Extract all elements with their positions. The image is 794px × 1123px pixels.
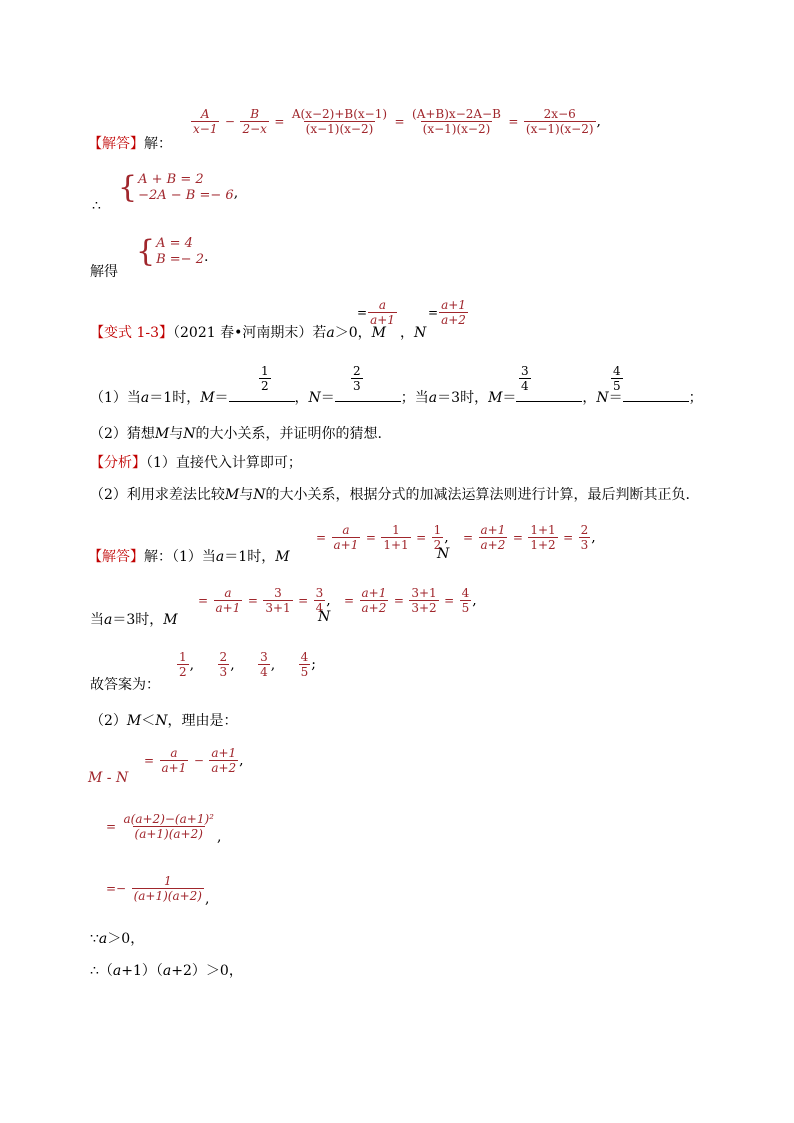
blank-2[interactable] xyxy=(335,387,401,402)
therefore-symbol: ∴ xyxy=(92,198,101,214)
answer-heading: 【解答】 xyxy=(88,136,144,152)
var-a: a xyxy=(326,325,335,341)
comma: , xyxy=(596,113,601,130)
answer-summary-values: $\frac{1}{2}$ , $\frac{2}{3}$ , $\frac{3}{4}$ , $\frac{4}{5}$ ; xyxy=(179,650,316,679)
because-line: ∵a＞0， xyxy=(90,931,145,947)
jie-text: 解： xyxy=(144,136,172,152)
fraction-combined-2: $\frac{(A+B)x-2A-B}{(x-1)(x-2)}$ xyxy=(412,107,501,136)
analysis-label: 【分析】 xyxy=(90,455,146,471)
m-definition: = $\frac{a}{a+1}$ xyxy=(357,298,395,327)
answer-1-fraction: $\frac{1}{2}$ xyxy=(261,364,269,393)
system-line-2: B =− 2 xyxy=(156,252,204,267)
period: . xyxy=(203,249,209,265)
answer-2-fraction: $\frac{2}{3}$ xyxy=(353,364,361,393)
answer-summary-label: 故答案为： xyxy=(90,677,160,693)
analysis-line-1: 【分析】（1）直接代入计算即可； xyxy=(90,455,302,471)
condition-text: ＞0， xyxy=(334,325,372,341)
solution-label: 【解答】 xyxy=(88,549,144,565)
var-m: M xyxy=(371,325,386,341)
system-line-1: A = 4 xyxy=(156,236,193,251)
equation-system-2 xyxy=(136,236,208,268)
problem-statement xyxy=(90,322,386,342)
solution-label-1 xyxy=(88,133,172,153)
minus-sign: − xyxy=(224,114,235,129)
analysis-line-2: （2）利用求差法比较M与N的大小关系，根据分式的加减法运算法则进行计算，最后判断其正负. xyxy=(90,487,690,503)
difference-step-1: = $\frac{a}{a+1}$ − $\frac{a+1}{a+2}$ , xyxy=(144,746,244,775)
difference-step-2: = $\frac{\text{a(a+2)−(a+1)²}}{(a+1)(a+2)}$ , xyxy=(106,812,222,845)
fraction-result: $\frac{2x-6}{(x-1)(x-2)}$ xyxy=(525,107,594,136)
m-calc-a1: = $\frac{a}{a+1}$ = $\frac{1}{1+1}$ = $\frac{1}{2}$ , xyxy=(316,523,449,552)
left-brace: { xyxy=(118,170,138,205)
n-calc-a3: = $\frac{a+1}{a+2}$ = $\frac{3+1}{3+2}$ = $\frac{4}{5}$ , xyxy=(344,586,477,615)
left-brace: { xyxy=(136,234,156,269)
m-minus-n-label: M - N xyxy=(88,770,129,786)
jiede-text: 解得 xyxy=(90,264,118,280)
fraction-b-over-2-x: $\frac{B}{2-x}$ xyxy=(242,107,267,136)
system-line-1: A + B = 2 xyxy=(138,172,204,187)
problem-label: 【变式 1-3】 xyxy=(90,325,173,341)
solution-line-2: 当a＝3时，M xyxy=(90,612,178,628)
equals-sign: = xyxy=(274,114,285,129)
difference-step-3: =− $\frac{1}{(a+1)(a+2)}$ , xyxy=(106,874,210,907)
solution-line-1: 【解答】解：（1）当a＝1时，M xyxy=(88,549,290,565)
equation-system-1 xyxy=(118,172,238,204)
blank-4[interactable] xyxy=(623,387,689,402)
part-2-statement: （2）M＜N，理由是： xyxy=(90,713,238,729)
answer-4-fraction: $\frac{4}{5}$ xyxy=(613,364,621,393)
comma: , xyxy=(233,185,239,201)
question-1: （1）当a＝1时，M＝ ，N＝ ；当a＝3时，M＝ ，N＝ ； xyxy=(90,387,703,407)
system-line-2: −2A − B =− 6 xyxy=(138,188,234,203)
question-2: （2）猜想M与N的大小关系，并证明你的猜想. xyxy=(90,426,382,442)
fraction-combined-1: $\frac{A(x-2)+B(x-1)}{(x-1)(x-2)}$ xyxy=(291,107,388,136)
equation-row-1 xyxy=(190,107,601,136)
fraction-a-over-x-1: $\frac{A}{x-1}$ xyxy=(193,107,218,136)
n-label-1: N xyxy=(437,546,450,562)
n-definition: = $\frac{a+1}{a+2}$ xyxy=(428,298,466,327)
therefore-line: ∴（a+1）（a+2）＞0， xyxy=(90,963,243,979)
n-label-2: N xyxy=(318,609,331,625)
n-calc-a1: = $\frac{a+1}{a+2}$ = $\frac{1+1}{1+2}$ = $\frac{2}{3}$ , xyxy=(463,523,596,552)
equals-sign: = xyxy=(394,114,405,129)
answer-3-fraction: $\frac{3}{4}$ xyxy=(521,364,529,393)
equals-sign: = xyxy=(508,114,519,129)
m-calc-a3: = $\frac{a}{a+1}$ = $\frac{3}{3+1}$ = $\frac{3}{4}$ , xyxy=(198,586,331,615)
n-var-label: ，N xyxy=(400,325,427,341)
problem-source: （2021 春•河南期末）若 xyxy=(173,325,327,341)
